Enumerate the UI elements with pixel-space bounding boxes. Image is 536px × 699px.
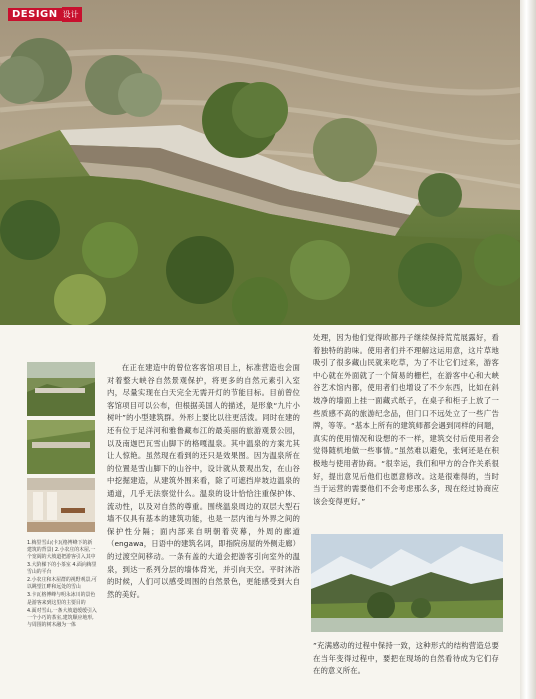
body-paragraph: ”充满感动的过程中保持一致，这种形式的结构营造总要在当年变得过程中，要把在现场的自然看待成为它们存在的意义所在。: [313, 641, 499, 676]
article-column-2-bottom: [313, 640, 499, 678]
section-header: [8, 6, 82, 22]
sidebar-photo-3: [27, 478, 95, 532]
body-paragraph: 处理，因为他们觉得欧都丹子继续保持荒荒展露好，看着独特的韵味。使用者们并不理解这运用意，这片草地吸引了很多藏山民就来吃草，为了不让它们过来，游客中心就在外面就了一个简易的栅栏，在游客中心和大峡谷艺术馆内都，使用者们也增设了不少东西，比如在斜坡净的墙面上挂一面藏式纸子，在桌子和柜子上放了一些质感不高的旅游纪念品，但门口不远处立了一些广告牌，等等。“基本上所有的建筑师都会遇到同样的问题，真实的使用情况和设想的不一样，建筑交付后使用者会觉得随机地做一些事情。”虽然难以避免，张轲还是在积极地与使用者协商。“很幸运，我们和甲方的合作关系很好，提出意见后他们也愿意修改。这是很难得的，当时当于运营的需要他们不会考虑那么多，现在经过协商应该会变得更好。”: [313, 333, 499, 506]
section-label: DESIGN: [8, 8, 62, 21]
caption-3: 3.卡瓦格博峰与明永冰川的景色是游客来到这里的主要目的: [27, 592, 96, 606]
caption-1: 1.梅里雪山(卡瓦格博峰下的新建筑的背景) 2.小农庄的木屋,一个宽阔的大坡道把游客引入其中 3.大阶梯下的小茶室 4.面向梅里雪山的平台: [27, 540, 97, 575]
mountain-landscape-photo: [311, 534, 503, 632]
body-paragraph: 在正在建造中的曾位客客馆项目上，标准营造也会面对着整大峡谷自然景观保护，将更多的自然元素引入室内，尽量实现在白天完全无需开灯的节能目标。目前曾位客馆项目可以公布，但根据美国人的描述，是形象“九片小树叶”的小型建筑群。外形上要比以往更活泼。同时在建的还有位于足洋河和雅鲁藏布江的最美丽的旅游观景公园，以及南迦巴瓦雪山脚下的格嘎温泉。其中温泉的方案尤其让人惊艳。虽然现在看到的还只是效果图。因为温泉所在的位置是雪山脚下的山谷中，设计就从景观出发，在山谷中挖掘建造，从建筑外围来看，除了可遮挡岸坡边温泉的通道，几乎无法察觉什么。温泉的设计恰恰注重保护体、流动性，以及对自然的尊重。围绕温泉周边的双层大型石墙不仅具有基本的建筑功能，也是一层内池与外界之间的保护性分隔；面内部来自明朝着荧幕，外周的廊道（engawa，日语中的建筑名词，即指院房屋的外侧走廊）的过渡空间移动。一条有盖的大道会把游客引向室外的温泉，到达一系列分层的墙体背光，并引向天空。平时沐浴的时候，人们可以感受周围的自然景色，更能感受到大自然的美好。: [107, 363, 301, 599]
section-sub-label: 设计: [62, 7, 82, 22]
hero-photo-river-terrace: [0, 0, 520, 325]
photo-captions: [27, 540, 97, 630]
article-column-1: [107, 362, 300, 601]
sidebar-photo-1: [27, 362, 95, 416]
caption-2: 2.小农庄和木屋群的视野观景,可以眺望江畔和远处的雪山: [27, 577, 97, 591]
page-edge: [520, 0, 536, 699]
article-column-2: [313, 332, 499, 508]
sidebar-photo-2: [27, 420, 95, 474]
caption-4: 4.面对雪山,一条大坡道缓缓引入一个小巧的茶室,建筑顺应地形,与周围的树木融为一体: [27, 607, 97, 629]
